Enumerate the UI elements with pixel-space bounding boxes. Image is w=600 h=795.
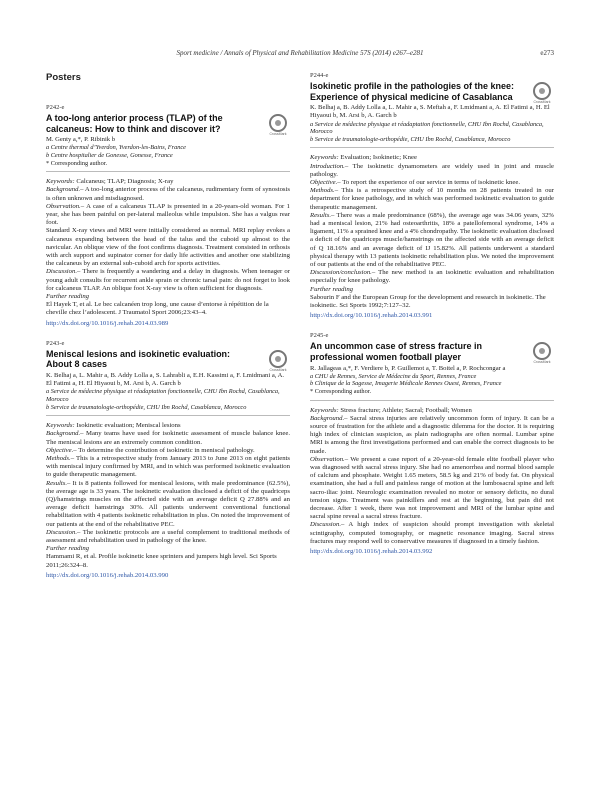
crossmark-ring: [533, 342, 551, 360]
paragraph-text: A case of a calcaneus TLAP is presented in a 20-years-old woman. For 1 year, she has been painful on per-lateral malleolus while impulsion. She has a valgus rear foot.: [46, 202, 290, 227]
crossmark-label: CrossMark: [533, 100, 551, 104]
abstract-paragraph: [46, 455, 290, 480]
paragraph-text: Sacral stress injuries are relatively uncommon form of injury. It can be a source of frustration for the athlete and a diagnostic dilemma for the doctor. It is requiring high index of clinician suspicion, as plain radiographs are often normal. Lumbar spine MRI is among the first investigations performed and can enable the correct diagnosis to be made.: [310, 414, 555, 455]
affiliation: b Service de traumatologie-orthopédie, CHU Ibn Rochd, Casablanca, Morocco: [310, 135, 511, 143]
crossmark-icon[interactable]: [530, 82, 554, 104]
paragraph-label: Discussion.–: [310, 521, 345, 529]
abstract: [46, 104, 290, 328]
abstract-paragraph: [310, 269, 554, 285]
paragraph-text: Standard X-ray views and MRI were initially considered as normal. MRI replay evokes a calcaneus expanding between the head of the talus and the cuboid up almost to the navicular. An oblique view of the foot confirms diagnosis. Treatment consisted in orthosis with arch support and supinator corner for daily life activities and another one stabilizing the calcaneus by an external sub-cuboid arch for sports activities.: [46, 227, 290, 268]
paragraph-text: A too-long anterior process of the calcaneus, rudimentary form of synostosis is often unknown and misdiagnosed.: [46, 186, 290, 202]
paragraph-text: Calcaneus; TLAP; Diagnosis; X-ray: [76, 178, 174, 186]
abstract-paragraph: [310, 212, 554, 269]
paragraph-label: Methods.–: [46, 455, 75, 463]
paragraph-text: A high index of suspicion should prompt investigation with skeletal scintigraphy, computed tomography, or magnetic resonance imaging. Sacral stress fractures may respond well to conservative measures if diagnosed in a timely fashion.: [310, 521, 554, 545]
abstract-title: A too-long anterior process (TLAP) of the calcaneus: How to think and discover it?: [46, 113, 223, 134]
abstract-code: P243-e: [46, 339, 65, 347]
abstract-paragraph: [46, 227, 290, 268]
abstract-authors: K. Belhaj a, B. Addy Lolla a, L. Mahir a, S. Meftah a, F. Lmidmani a, A. El Fatimi a, H. El Hiyaoui b, M. Arsi b, A. Garch b: [310, 104, 550, 120]
doi-link[interactable]: http://dx.doi.org/10.1016/j.rehab.2014.03.991: [310, 312, 433, 320]
columns: [46, 72, 554, 592]
paragraph-label: Methods.–: [310, 187, 339, 195]
paragraph-label: Results.–: [46, 479, 71, 487]
abstract-paragraph: [310, 187, 554, 212]
paragraph-label: Observation.–: [310, 455, 349, 463]
paragraph-label: Observation.–: [46, 202, 85, 210]
abstract-paragraph: [46, 186, 290, 202]
abstract-slot: [310, 332, 554, 556]
affiliation: a Service de médecine physique et réadaptation fonctionnelle, CHU Ibn Rochd, Casablanca, Morocco: [46, 388, 280, 404]
abstract-slot: [46, 104, 290, 328]
abstract-authors: R. Jallageas a,*, F. Verdiere b, P. Guillemot a, T. Boitel a, P. Rochcongar a: [310, 364, 506, 372]
abstract-authors: M. Genty a,*, P. Ribinik b: [46, 136, 116, 144]
affiliation: a Centre thermal d’Yverdon, Yverdon-les-Bains, France: [46, 144, 186, 152]
divider: [46, 415, 290, 416]
paragraph-text: To determine the contribution of isokinetic in meniscal pathology.: [78, 446, 255, 454]
affiliation: a CHU de Rennes, Service de Médecine du Sport, Rennes, France: [310, 372, 477, 380]
crossmark-label: CrossMark: [533, 360, 551, 365]
reference: Hammami R, et al. Profile isokinetic knee sprinters and jumpers high level. Sci Sports 2011;26:324–8.: [46, 553, 277, 569]
abstract-paragraph: [310, 456, 554, 522]
further-reading-heading: Further reading: [46, 545, 90, 553]
abstract-paragraph: [310, 407, 554, 415]
abstract-title: Meniscal lesions and isokinetic evaluation: About 8 cases: [46, 348, 231, 370]
paragraph-text: This is a retrospective study from January 2013 to June 2013 on eight patients with meniscal injury confirmed by MRI, and in which was performed isokinetic evaluation to guide therapeutic management.: [46, 455, 290, 479]
crossmark-ring: [533, 82, 551, 100]
paragraph-label: Objective.–: [46, 446, 77, 454]
paragraph-text: Stress fracture; Athlete; Sacral; Football; Women: [340, 406, 472, 414]
further-reading-heading: Further reading: [46, 293, 90, 301]
corresponding-author-note: * Corresponding author.: [310, 388, 372, 396]
abstract-paragraph: [310, 163, 554, 179]
abstract-paragraph: [46, 268, 290, 293]
abstract-paragraph: [310, 154, 554, 162]
crossmark-label: CrossMark: [269, 367, 287, 372]
paragraph-text: The new method is an isokinetic evaluation and rehabilitation especially for knee pathology.: [310, 269, 554, 285]
paragraph-text: Many teams have used for isokinetic assessment of muscle balance knee. The meniscal lesions are an extremely common condition.: [46, 430, 290, 446]
crossmark-icon[interactable]: [266, 350, 290, 372]
abstract-paragraph: [46, 178, 290, 186]
abstract-paragraph: [46, 529, 290, 545]
divider: [46, 171, 290, 172]
abstract-code: P242-e: [46, 104, 65, 111]
divider: [310, 400, 554, 401]
doi-link[interactable]: http://dx.doi.org/10.1016/j.rehab.2014.03.990: [46, 571, 169, 579]
paragraph-label: Keywords:: [310, 154, 339, 162]
paragraph-text: Evaluation; Isokinetic; Knee: [340, 154, 417, 162]
running-header: [46, 49, 554, 63]
crossmark-ring: [269, 350, 287, 368]
abstract-paragraph: [310, 521, 554, 546]
left-column: [46, 72, 290, 592]
running-title: Sport medicine / Annals of Physical and Rehabilitation Medicine 57S (2014) e267–e281: [176, 49, 424, 57]
abstract-paragraph: [46, 447, 290, 455]
doi-link[interactable]: http://dx.doi.org/10.1016/j.rehab.2014.03.992: [310, 548, 433, 556]
paragraph-text: There was a male predominance (68%), the average age was 34.06 years, 32% had a meniscal lesion, 21% had osteoarthritis, 18% a patellofemoral syndrome, 14% a ligament, 11% a sprained knee and a 4% chondropathy. The isokinetic evaluation disclosed a deficit of the quadriceps muscle/hamstrings on the affected side with an average deficit of Q 18.16% and an average deficit of IJ 15.82%. All patients underwent a standard physical therapy with 13 patients isokinetic rehabilitation plus. We noted the improvement of our patients at the end of the rehabilitative PEC.: [310, 211, 554, 269]
abstract-paragraph: [46, 203, 290, 228]
abstract: [46, 340, 290, 580]
reference: El Hayek T, et al. Le bec calcanéen trop long, une cause d’entorse à répétition de la cheville chez l’adolescent. J Traumatol Sport 2006;23:43–4.: [46, 301, 269, 317]
abstract-paragraph: [310, 415, 554, 456]
abstract-paragraph: [46, 430, 290, 446]
doi-link[interactable]: http://dx.doi.org/10.1016/j.rehab.2014.03.989: [46, 319, 169, 327]
abstract-code: P244-e: [310, 72, 329, 79]
abstract-slot: [310, 72, 554, 320]
affiliation: b Service de traumatologie-orthopédie, CHU Ibn Rochd, Casablanca, Morocco: [46, 403, 247, 411]
paragraph-text: It is 8 patients followed for meniscal lesions, with male predominance (62.5%), the average age is 33 years. The isokinetic evaluation disclosed a deficit of the quadriceps (Q)/hamstrings muscles on the affected side with an average deficit Q 27.88% and an average deficit hamstrings 30%. All patients underwent conventional functional rehabilitation with 4 patients isokinetic rehabilitation in plus. On noted the improvement of our patients at the end of the rehabilitative PEC.: [46, 479, 290, 528]
paragraph-label: Discussion/conclusion.–: [310, 269, 376, 277]
crossmark-label: CrossMark: [269, 132, 287, 136]
abstract-paragraph: [46, 422, 290, 430]
paragraph-label: Background.–: [46, 186, 84, 194]
crossmark-icon[interactable]: [530, 342, 554, 364]
paragraph-label: Objective.–: [310, 178, 341, 186]
paragraph-label: Introduction.–: [310, 162, 349, 170]
abstract-code: P245-e: [310, 332, 329, 340]
abstract-paragraph: [46, 480, 290, 529]
page-number: e273: [540, 49, 554, 57]
affiliation: b Centre hospitalier de Gonesse, Gonesse, France: [46, 151, 173, 159]
abstract-slot: [46, 340, 290, 580]
further-reading-heading: Further reading: [310, 285, 354, 293]
crossmark-icon[interactable]: [266, 114, 290, 136]
paragraph-text: This is a retrospective study of 10 months on 28 patients treated in our department for knee pathology, and in which was performed isokinetic evaluation to guide therapeutic management.: [310, 187, 554, 211]
paragraph-label: Keywords:: [310, 406, 339, 414]
abstract-authors: K. Belhaj a, L. Mahir a, B. Addy Lolla a, S. Lahrabli a, E.H. Kassimi a, F. Lmidmani a, A. El Fatimi a, H. El Hiyaoui b, M. Arsi b, A. Garch b: [46, 372, 285, 388]
paragraph-text: To report the experience of our service in terms of isokinetic knee.: [342, 178, 520, 186]
section-heading: Posters: [46, 72, 81, 83]
paragraph-text: There is frequently a wandering and a delay in diagnosis. When teenager or young adult consults for recurrent ankle sprain or chronic tarsal pain: do not forget to look for calcaneus TLAP. An oblique foot X-ray view is often sufficient for diagnosis.: [46, 268, 290, 292]
divider: [310, 147, 554, 148]
paragraph-label: Keywords:: [46, 178, 75, 186]
abstract: [310, 332, 554, 556]
abstract-title: An uncommon case of stress fracture in professional women football player: [310, 341, 483, 363]
paragraph-label: Background.–: [310, 414, 348, 422]
paragraph-text: We present a case report of a 20-year-old female elite football player who was diagnosed with sacral stress injury. She had no amenorrhea and normal blood sample of calcium and phosphate. Weight 1.65 meters, 58.5 kg and 21% of body fat. On physical examination, she had a full and painless range of motion at the lumbosacral spine and left sacro-iliac joint. Neurologic examination revealed no motor or sensory deficits, no dural tension signs. Treatment was painkillers and rest at the beginning, but pain did not decrease. After 1 week, there was not improvement and MRI of the lumbar spine and sacral spine reveal a sacral stress fracture.: [310, 455, 555, 521]
paragraph-label: Keywords:: [46, 422, 75, 430]
abstract-paragraph: [310, 179, 554, 187]
abstract: [310, 72, 554, 320]
crossmark-ring: [269, 114, 287, 132]
paragraph-label: Discussion.–: [46, 528, 81, 536]
corresponding-author-note: * Corresponding author.: [46, 159, 108, 167]
paragraph-text: The isokinetic dynamometers are widely used in joint and muscle pathology.: [310, 162, 554, 178]
paragraph-label: Results.–: [310, 211, 335, 219]
abstract-title: Isokinetic profile in the pathologies of the knee: Experience of physical medicine of Casablanca: [310, 81, 515, 102]
affiliation: a Service de médecine physique et réadaptation fonctionnelle, CHU Ibn Rochd, Casablanca, Morocco: [310, 120, 544, 136]
right-column: [310, 72, 554, 592]
paragraph-text: The isokinetic protocols are a useful complement to traditional methods of assessment and rehabilitation used in pathology of the knee.: [46, 528, 290, 545]
paragraph-text: Isokinetic evaluation; Meniscal lesions: [76, 422, 181, 430]
paragraph-label: Discussion.–: [46, 268, 81, 276]
affiliation: b Clinique de la Sagesse, Imagerie Médicale Rennes Ouest, Rennes, France: [310, 380, 502, 388]
reference: Sabourin F and the European Group for the development and research in isokinetic. The isokinetic. Sci Sports 1992;7:127–32.: [310, 293, 546, 310]
paragraph-label: Background.–: [46, 430, 84, 438]
